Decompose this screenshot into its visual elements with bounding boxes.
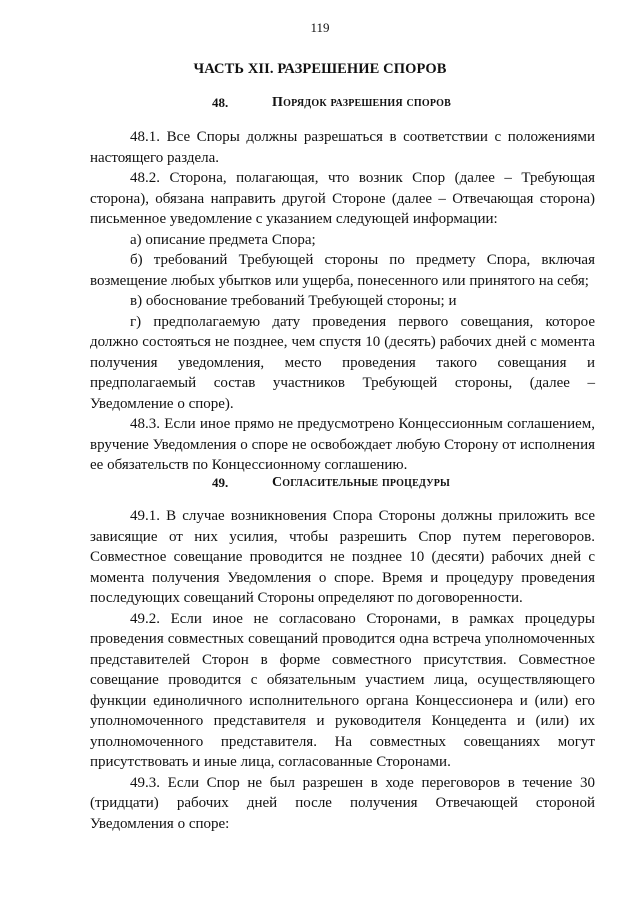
paragraph-48-2-v: в) обоснование требований Требующей стороны; и xyxy=(130,293,457,309)
paragraph-48-2: 48.2. Сторона, полагающая, что возник Спор (далее – Требующая сторона), обязана направить другой Стороне (далее – Отвечающая сторона) письменное уведомление с указанием следующей информации: xyxy=(90,170,595,227)
paragraph-48-3: 48.3. Если иное прямо не предусмотрено Концессионным соглашением, вручение Уведомления о споре не освобождает любую Сторону от исполнения ее обязательств по Концессионному соглашению. xyxy=(90,416,595,473)
paragraph-48-2-a: а) описание предмета Спора; xyxy=(130,231,316,248)
section-49-body xyxy=(90,506,595,834)
paragraph-49-2: 49.2. Если иное не согласовано Сторонами, в рамках процедуры проведения совместных совещаний проводится одна встреча уполномоченных представителей Сторон в форме совместного присутствия. Совместное совещание проводится с обязательным участием лица, осуществляющего функции единоличного исполнительного органа Концессионера и (или) его уполномоченного представителя и руководителя Концедента и (или) их уполномоченного представителя. На совместных совещаниях могут присутствовать и иные лица, согласованные Сторонами. xyxy=(90,610,595,770)
paragraph-49-3: 49.3. Если Спор не был разрешен в ходе переговоров в течение 30 (тридцати) рабочих дней после получения Отвечающей стороной Уведомления о споре: xyxy=(90,774,595,832)
paragraph-48-2-g: г) предполагаемую дату проведения первого совещания, которое должно состояться не позднее, чем спустя 10 (десять) рабочих дней с момента получения уведомления, место проведения такого совещания и предполагаемый состав участников Требующей стороны, (далее – Уведомление о споре). xyxy=(90,313,595,412)
paragraph-49-1: 49.1. В случае возникновения Спора Стороны должны приложить все зависящие от них усилия, чтобы разрешить Спор путем переговоров. Совместное совещание проводится не позднее 10 (десяти) рабочих дней с момента получения Уведомления о споре. Время и процедуру проведения последующих совещаний Стороны определяют по договоренности. xyxy=(90,508,595,606)
section-number: 48. xyxy=(212,95,229,110)
section-title: Порядок разрешения споров xyxy=(272,95,451,110)
section-number: 49. xyxy=(212,475,229,490)
paragraph-48-1: 48.1. Все Споры должны разрешаться в соответствии с положениями настоящего раздела. xyxy=(90,129,595,166)
part-title: ЧАСТЬ XII. РАЗРЕШЕНИЕ СПОРОВ xyxy=(193,61,447,77)
page-number: 119 xyxy=(310,20,330,35)
paragraph-48-2-b: б) требований Требующей стороны по предмету Спора, включая возмещение любых убытков или ущерба, понесенного или принятого на себя; xyxy=(90,252,595,289)
section-title: Согласительные процедуры xyxy=(272,475,451,490)
section-48-body xyxy=(90,127,595,476)
